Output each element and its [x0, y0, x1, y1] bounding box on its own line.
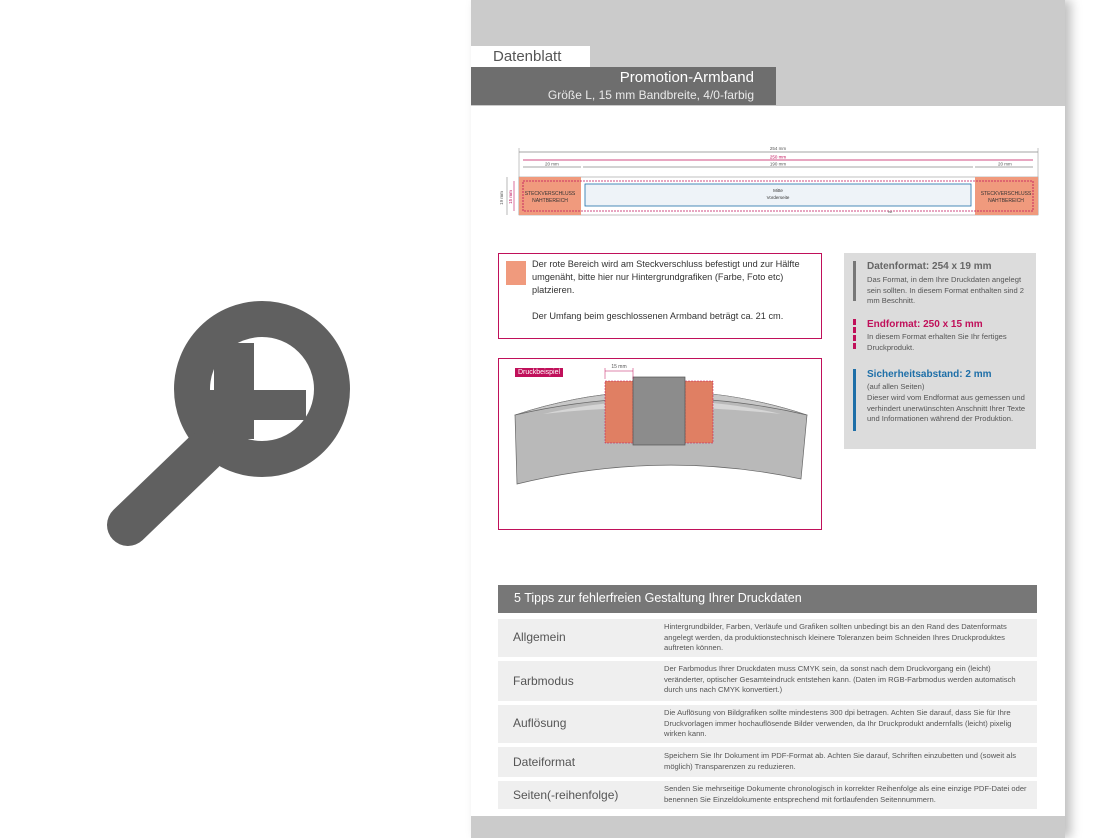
zone-right-line1: STECKVERSCHLUSS: [980, 191, 1032, 197]
datenformat-title: Datenformat: 254 x 19 mm: [867, 261, 992, 272]
center-line1: Mitte: [773, 188, 783, 193]
tip-row-aufloesung: [498, 705, 1037, 743]
dim-left: 20 mm: [545, 161, 559, 167]
dim-height-outer: 19 mm: [499, 191, 504, 205]
product-subtitle: Größe L, 15 mm Bandbreite, 4/0-farbig: [547, 88, 754, 102]
datasheet-page: [471, 0, 1065, 838]
example-dim: 15 mm: [611, 364, 627, 370]
zone-right-line2: NAHTBEREICH: [988, 198, 1024, 204]
zone-left-line1: STECKVERSCHLUSS: [524, 191, 576, 197]
dim-end: 250 mm: [769, 154, 787, 160]
footer-band: [471, 816, 1065, 838]
tip-row-seiten: [498, 781, 1037, 809]
red-area-swatch: [506, 261, 526, 285]
tip-name: Auflösung: [513, 716, 567, 730]
note-text-2: Der Umfang beim geschlossenen Armband beträgt ca. 21 cm.: [532, 311, 784, 321]
zoom-in-icon[interactable]: [98, 300, 360, 552]
dim-total: 254 mm: [769, 146, 787, 151]
zone-left-line2: NAHTBEREICH: [532, 198, 568, 204]
center-line2: Vorderseite: [766, 195, 790, 200]
product-title: Promotion-Armband: [619, 69, 754, 86]
tip-text: Die Auflösung von Bildgrafiken sollte mindestens 300 dpi betragen. Achten Sie darauf, dass Sie für Ihre Druckvorlagen immer hochauflösende Bilder verwenden, da Ihr Druckprodukt andernfalls (leicht) pixelig wirken kann.: [664, 708, 1012, 739]
tip-row-farbmodus: [498, 661, 1037, 701]
tip-text: Senden Sie mehrseitige Dokumente chronologisch in korrekter Reihenfolge als eine einzige PDF-Datei oder benennen Sie Einzeldokumente entsprechend mit fortlaufenden Seitennummern.: [664, 784, 1027, 804]
format-info-box: [844, 253, 1036, 449]
tip-name: Farbmodus: [513, 674, 574, 688]
tip-text: Hintergrundbilder, Farben, Verläufe und Grafiken sollten unbedingt bis an den Rand des Datenformats angelegt werden, da produktionstechnisch kleinere Toleranzen beim Schneiden Ihres Druckproduktes auftreten können.: [664, 622, 1007, 653]
tip-name: Dateiformat: [513, 755, 576, 769]
tip-name: Seiten(-reihenfolge): [513, 788, 619, 802]
dim-right: 20 mm: [998, 161, 1012, 167]
note-text-1: Der rote Bereich wird am Steckverschluss befestigt und zur Hälfte umgenäht, bitte hier nur Hintergrundgrafiken (Farbe, Foto etc) platzieren.: [532, 259, 800, 295]
dim-height-inner: 15 mm: [508, 190, 513, 204]
sicherheit-title: Sicherheitsabstand: 2 mm: [867, 369, 992, 380]
print-example-box: [498, 358, 822, 530]
sicherheit-sub: (auf allen Seiten): [867, 382, 925, 391]
title-bar: [471, 67, 776, 105]
endformat-text: In diesem Format erhalten Sie Ihr fertiges Druckprodukt.: [867, 332, 1007, 352]
note-box: [498, 253, 822, 339]
band-dimension-diagram: [493, 140, 1043, 220]
bottom-label: Ist: [888, 209, 893, 214]
tip-row-allgemein: [498, 619, 1037, 657]
tip-row-dateiformat: [498, 747, 1037, 777]
endformat-title: Endformat: 250 x 15 mm: [867, 319, 983, 330]
datenformat-text: Das Format, in dem Ihre Druckdaten angelegt sein sollten. In diesem Format enthalten sind 2 mm Beschnitt.: [867, 275, 1025, 305]
tip-text: Der Farbmodus Ihrer Druckdaten muss CMYK sein, da sonst nach dem Druckvorgang ein (leicht) veränderter, optischer Gesamteindruck entstehen kann. (Daten im RGB-Farbmodus werden automatisch durch uns nach CMYK konvertiert.): [664, 664, 1016, 695]
sicherheit-text: Dieser wird vom Endformat aus gemessen und verhindert unerwünschten Anschnitt Ihrer Texte und Informationen während der Produktion.: [867, 393, 1026, 423]
tip-text: Speichern Sie Ihr Dokument im PDF-Format ab. Achten Sie darauf, Schriften einzubetten und (soweit als möglich) Transparenzen zu reduzieren.: [664, 751, 1017, 771]
tip-name: Allgemein: [513, 630, 566, 644]
datenblatt-tab: Datenblatt: [471, 46, 590, 68]
tips-header: [498, 585, 1037, 613]
dim-inner: 190 mm: [769, 161, 787, 167]
print-example-label: Druckbeispiel: [515, 368, 563, 377]
tips-title: 5 Tipps zur fehlerfreien Gestaltung Ihrer Druckdaten: [514, 591, 802, 605]
